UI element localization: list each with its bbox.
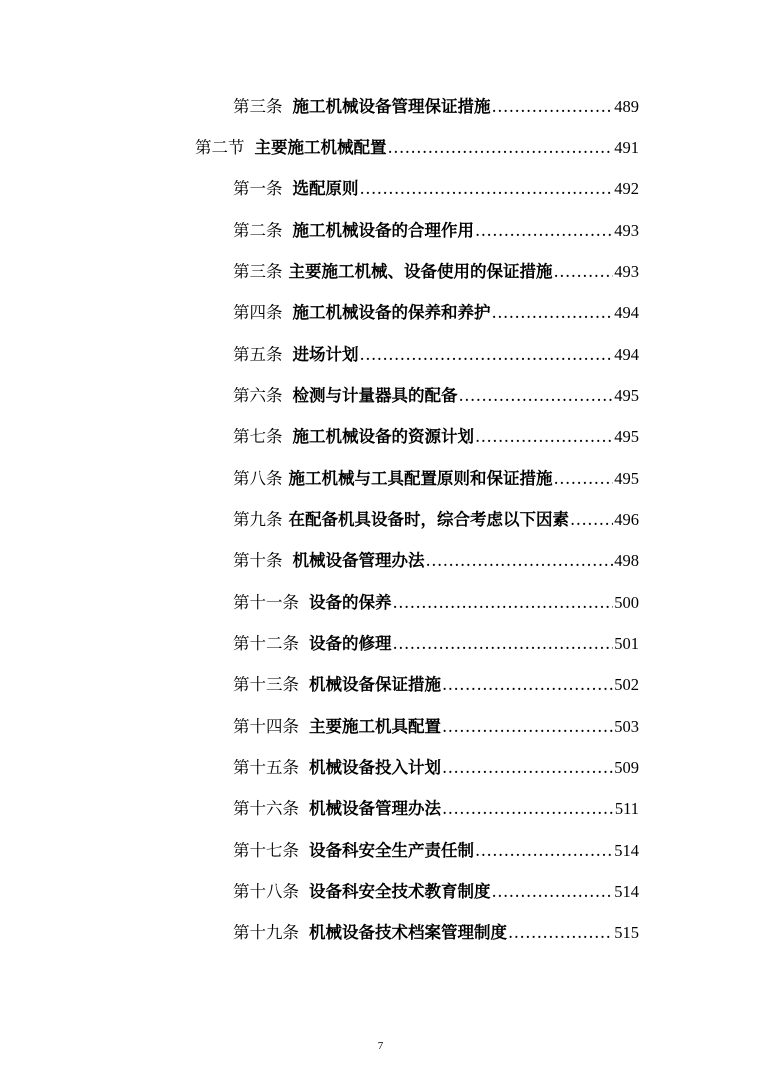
toc-entry-title: 设备的保养 (309, 593, 392, 612)
toc-entry-number: 第十条 (233, 551, 283, 570)
toc-entry-page: 501 (614, 634, 639, 653)
page-number: 7 (377, 1040, 384, 1052)
toc-entry-page: 515 (614, 923, 639, 942)
toc-entry-title: 施工机械设备管理保证措施 (292, 97, 491, 116)
toc-entry-page: 500 (614, 593, 639, 612)
toc-entry-title: 施工机械设备的资源计划 (292, 427, 474, 446)
toc-entry-page: 496 (614, 510, 639, 529)
toc-entry[interactable] (233, 712, 639, 742)
toc-entry[interactable] (233, 257, 639, 287)
toc-entry-page: 491 (614, 138, 639, 157)
toc-entry[interactable] (233, 174, 639, 204)
toc-entry[interactable] (233, 381, 639, 411)
toc-entry[interactable] (233, 422, 639, 452)
toc-entry-number: 第二条 (233, 221, 283, 240)
toc-entry[interactable] (195, 133, 639, 163)
toc-entry-title: 在配备机具设备时，综合考虑以下因素 (288, 510, 569, 529)
toc-leader-dots (426, 546, 614, 576)
toc-entry-title: 机械设备管理办法 (309, 799, 441, 818)
toc-leader-dots (492, 877, 614, 907)
toc-entry-title: 设备的修理 (309, 634, 392, 653)
toc-entry-page: 502 (614, 675, 639, 694)
toc-entry-number: 第十四条 (233, 717, 299, 736)
toc-entry-number: 第八条 (233, 469, 283, 488)
toc-entry-title: 选配原则 (292, 179, 359, 198)
toc-entry-page: 511 (614, 799, 639, 818)
toc-entry[interactable] (233, 216, 639, 246)
toc-entry-title: 机械设备保证措施 (309, 675, 441, 694)
toc-entry[interactable] (233, 546, 639, 576)
toc-entry-number: 第一条 (233, 179, 283, 198)
toc-entry-number: 第四条 (233, 303, 283, 322)
toc-entry[interactable] (233, 794, 639, 824)
toc-entry-title: 主要施工机械、设备使用的保证措施 (288, 262, 553, 281)
toc-entry-page: 495 (614, 427, 639, 446)
toc-entry-number: 第五条 (233, 345, 283, 364)
toc-entry-title: 施工机械设备的合理作用 (292, 221, 474, 240)
toc-entry-title: 设备科安全生产责任制 (309, 841, 474, 860)
toc-entry[interactable] (233, 298, 639, 328)
toc-entry-page: 495 (614, 386, 639, 405)
toc-entry-title: 设备科安全技术教育制度 (309, 882, 491, 901)
toc-entry-page: 509 (614, 758, 639, 777)
toc-entry-page: 492 (614, 179, 639, 198)
toc-entry-number: 第十九条 (233, 923, 299, 942)
toc-leader-dots (388, 133, 614, 163)
toc-leader-dots (475, 422, 613, 452)
toc-entry-number: 第十六条 (233, 799, 299, 818)
toc-leader-dots (442, 794, 614, 824)
toc-entry-title: 机械设备投入计划 (309, 758, 441, 777)
toc-leader-dots (570, 505, 613, 535)
toc-entry-page: 494 (614, 345, 639, 364)
toc-leader-dots (492, 92, 614, 122)
toc-leader-dots (393, 588, 614, 618)
toc-entry[interactable] (233, 340, 639, 370)
toc-entry-number: 第十一条 (233, 593, 299, 612)
toc-leader-dots (442, 670, 613, 700)
toc-entry-number: 第二节 (195, 138, 245, 157)
toc-entry-number: 第三条 (233, 97, 283, 116)
toc-entry-number: 第三条 (233, 262, 283, 281)
toc-entry-number: 第六条 (233, 386, 283, 405)
toc-entry-number: 第十八条 (233, 882, 299, 901)
toc-entry-title: 机械设备管理办法 (292, 551, 425, 570)
toc-entry-page: 498 (614, 551, 639, 570)
toc-entry-number: 第九条 (233, 510, 283, 529)
toc-entry-title: 机械设备技术档案管理制度 (309, 923, 507, 942)
toc-leader-dots (393, 629, 614, 659)
toc-entry-title: 进场计划 (292, 345, 359, 364)
toc-leader-dots (360, 340, 614, 370)
toc-entry-title: 检测与计量器具的配备 (292, 386, 458, 405)
toc-leader-dots (508, 918, 613, 948)
toc-leader-dots (475, 836, 613, 866)
toc-leader-dots (554, 257, 614, 287)
toc-entry-title: 主要施工机械配置 (254, 138, 387, 157)
toc-entry-title: 主要施工机具配置 (309, 717, 441, 736)
toc-entry[interactable] (233, 753, 639, 783)
toc-entry[interactable] (233, 629, 639, 659)
toc-entry-number: 第十三条 (233, 675, 299, 694)
toc-leader-dots (442, 712, 613, 742)
toc-entry-number: 第十七条 (233, 841, 299, 860)
toc-entry-page: 514 (614, 882, 639, 901)
toc-entry[interactable] (233, 505, 639, 535)
toc-entry-page: 514 (614, 841, 639, 860)
toc-entry[interactable] (233, 464, 639, 494)
toc-leader-dots (475, 216, 613, 246)
toc-leader-dots (554, 464, 614, 494)
toc-entry-page: 489 (614, 97, 639, 116)
toc-entry[interactable] (233, 877, 639, 907)
toc-leader-dots (442, 753, 613, 783)
toc-entry-page: 494 (614, 303, 639, 322)
toc-entry[interactable] (233, 670, 639, 700)
toc-entry-title: 施工机械设备的保养和养护 (292, 303, 491, 322)
toc-entry[interactable] (233, 918, 639, 948)
toc-leader-dots (459, 381, 614, 411)
toc-entry[interactable] (233, 588, 639, 618)
toc-entry-page: 503 (614, 717, 639, 736)
toc-entry-title: 施工机械与工具配置原则和保证措施 (288, 469, 553, 488)
toc-leader-dots (492, 298, 614, 328)
toc-leader-dots (360, 174, 614, 204)
toc-entry-number: 第十二条 (233, 634, 299, 653)
toc-entry[interactable] (233, 92, 639, 122)
toc-entry-page: 493 (614, 221, 639, 240)
toc-entry-page: 495 (614, 469, 639, 488)
toc-entry-number: 第十五条 (233, 758, 299, 777)
toc-entry-number: 第七条 (233, 427, 283, 446)
toc-entry-page: 493 (614, 262, 639, 281)
toc-entry[interactable] (233, 836, 639, 866)
